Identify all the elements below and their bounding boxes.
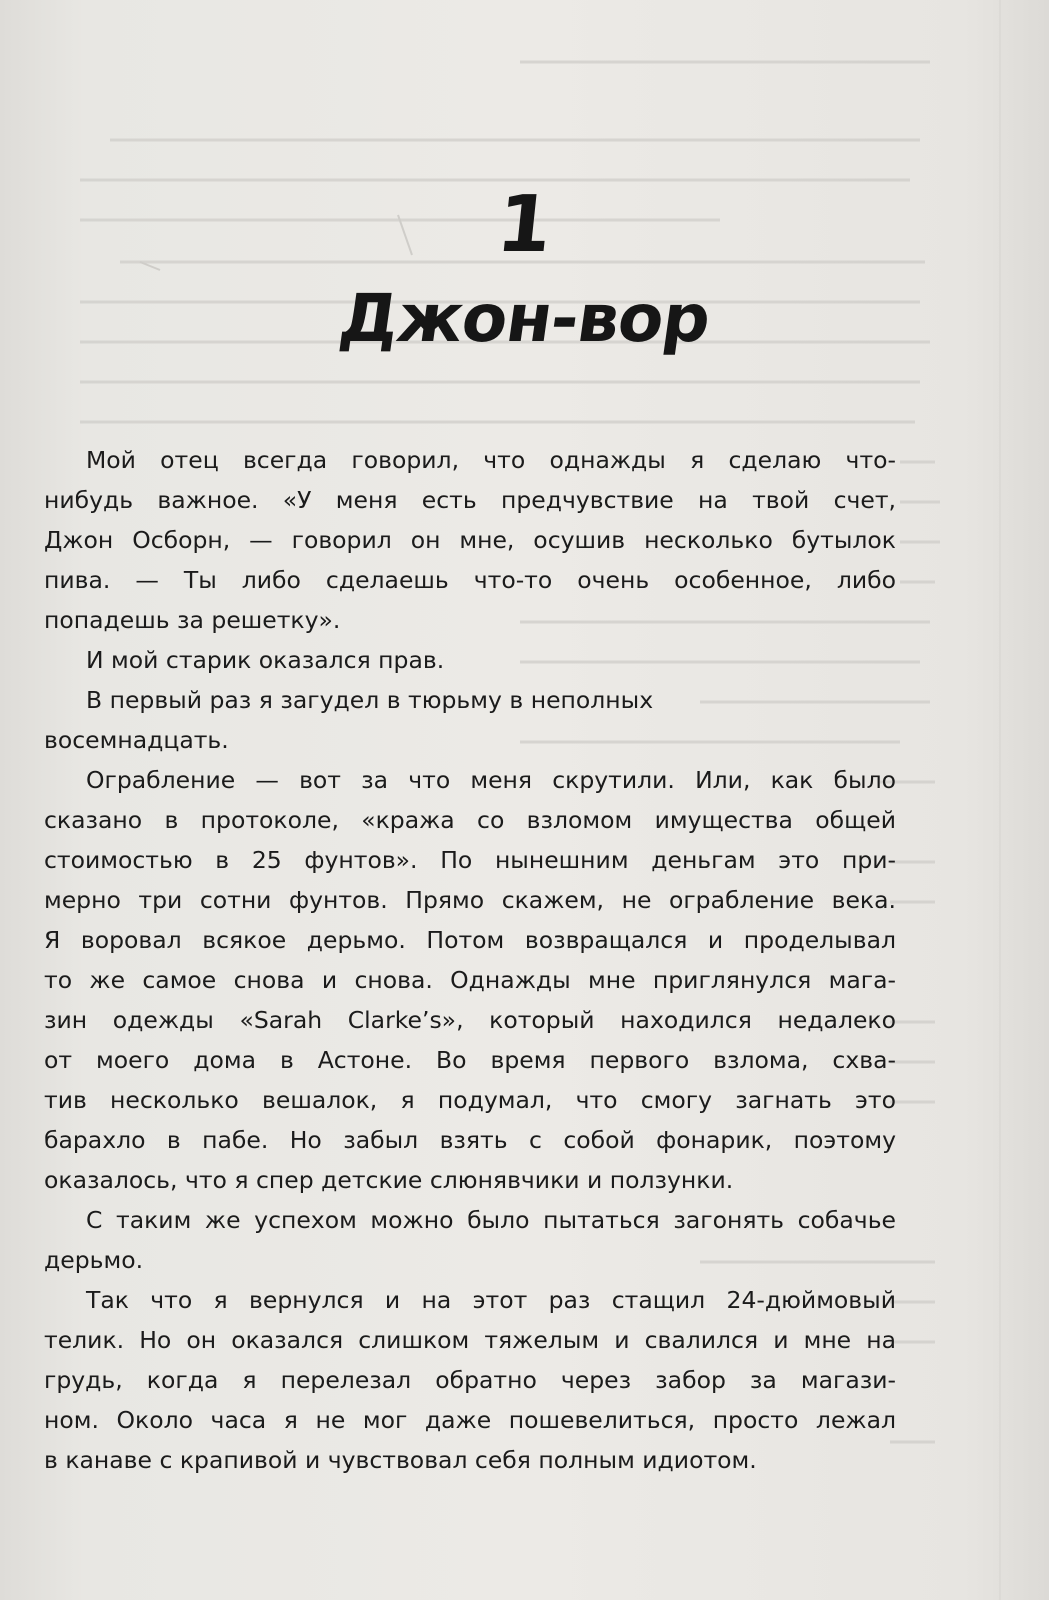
text-line: И мой старик оказался прав. xyxy=(86,646,445,674)
text-line: дерьмо. xyxy=(44,1246,144,1274)
paragraph xyxy=(44,1280,896,1480)
text-line: В первый раз я загудел в тюрьму в неполных xyxy=(86,686,654,714)
text-line: барахло в пабе. Но забыл взять с собой фонарик, поэтому xyxy=(44,1126,896,1154)
text-line: мерно три сотни фунтов. Прямо скажем, не ограбление века. xyxy=(44,886,896,914)
text-line: восемнадцать. xyxy=(44,726,229,754)
chapter-body xyxy=(44,440,896,1480)
paragraph xyxy=(44,760,896,1200)
text-line: пива. — Ты либо сделаешь что-то очень особенное, либо xyxy=(44,566,896,594)
text-line: стоимостью в 25 фунтов». По нынешним деньгам это при- xyxy=(44,846,896,874)
text-line: оказалось, что я спер детские слюнявчики и ползунки. xyxy=(44,1166,734,1194)
text-line: зин одежды «Sarah Clarke’s», который находился недалеко xyxy=(44,1006,896,1034)
text-line: то же самое снова и снова. Однажды мне приглянулся мага- xyxy=(44,966,896,994)
text-line: грудь, когда я перелезал обратно через забор за магази- xyxy=(44,1366,896,1394)
chapter-title: Джон-вор xyxy=(334,280,715,357)
text-line: от моего дома в Астоне. Во время первого взлома, схва- xyxy=(44,1046,896,1074)
text-line: С таким же успехом можно было пытаться загонять собачье xyxy=(86,1206,896,1234)
text-line: ном. Около часа я не мог даже пошевелиться, просто лежал xyxy=(44,1406,896,1434)
text-line: Так что я вернулся и на этот раз стащил 24-дюймовый xyxy=(86,1286,896,1314)
text-line: Ограбление — вот за что меня скрутили. Или, как было xyxy=(86,766,896,794)
text-line: в канаве с крапивой и чувствовал себя полным идиотом. xyxy=(44,1446,757,1474)
paragraph xyxy=(44,680,896,760)
paragraph xyxy=(44,1200,896,1280)
chapter-number: 1 xyxy=(492,180,557,270)
text-line: Я воровал всякое дерьмо. Потом возвращался и проделывал xyxy=(44,926,896,954)
text-line: телик. Но он оказался слишком тяжелым и свалился и мне на xyxy=(44,1326,896,1354)
text-line: тив несколько вешалок, я подумал, что смогу загнать это xyxy=(44,1086,896,1114)
paragraph xyxy=(44,440,896,640)
text-line: нибудь важное. «У меня есть предчувствие на твой счет, xyxy=(44,486,896,514)
text-line: попадешь за решетку». xyxy=(44,606,341,634)
text-line: Джон Осборн, — говорил он мне, осушив несколько бутылок xyxy=(44,526,896,554)
text-line: Мой отец всегда говорил, что однажды я сделаю что- xyxy=(86,446,896,474)
text-line: сказано в протоколе, «кража со взломом имущества общей xyxy=(44,806,896,834)
paragraph xyxy=(44,640,896,680)
